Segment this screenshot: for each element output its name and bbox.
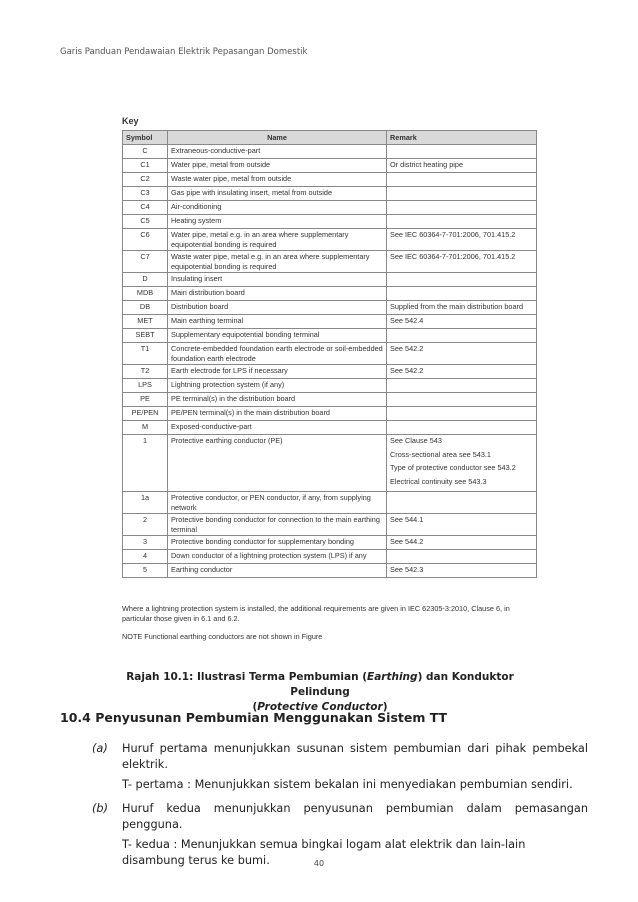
caption-prefix: Rajah 10.1: Ilustrasi Terma Pembumian ( xyxy=(126,671,368,683)
remark-line: See IEC 60364-7-701:2006, 701.415.2 xyxy=(390,230,516,239)
list-text-b: Huruf kedua menunjukkan penyusunan pembumian dalam pemasangan pengguna. xyxy=(122,802,588,831)
name-cell: Main distribution board xyxy=(168,287,387,301)
table-row xyxy=(123,329,537,343)
lightning-note: Where a lightning protection system is installed, the additional requirements are given in IEC 62305-3:2010, Clause 6, in particular those given in 6.1 and 6.2. xyxy=(122,604,510,623)
symbol-cell: C1 xyxy=(123,159,168,173)
symbol-cell: C xyxy=(123,145,168,159)
remark-cell xyxy=(387,421,537,435)
list-subtext-b: T- kedua : Menunjukkan semua bingkai logam alat elektrik dan lain-lain disambung terus ke bumi. xyxy=(122,838,526,867)
section-heading: 10.4 Penyusunan Pembumian Menggunakan Sistem TT xyxy=(60,710,448,725)
remark-cell xyxy=(387,287,537,301)
caption-term-earthing: Earthing xyxy=(367,671,418,683)
name-cell: Water pipe, metal from outside xyxy=(168,159,387,173)
table-row xyxy=(123,514,537,536)
symbol-cell: MET xyxy=(123,315,168,329)
remark-cell xyxy=(387,365,537,379)
remark-cell xyxy=(387,407,537,421)
caption-middle: ) dan Konduktor Pelindung xyxy=(290,671,514,698)
symbol-cell: T2 xyxy=(123,365,168,379)
remark-line: See 542.3 xyxy=(390,565,424,574)
remark-cell xyxy=(387,159,537,173)
table-row xyxy=(123,393,537,407)
table-row xyxy=(123,564,537,578)
table-row xyxy=(123,421,537,435)
symbol-cell: PE xyxy=(123,393,168,407)
figure-caption xyxy=(100,670,540,715)
table-row xyxy=(123,159,537,173)
symbol-cell: LPS xyxy=(123,379,168,393)
remark-cell xyxy=(387,343,537,365)
name-cell: Earthing conductor xyxy=(168,564,387,578)
name-cell: Protective bonding conductor for connection to the main earthing terminal xyxy=(168,514,387,536)
caption-open-paren: ( xyxy=(252,701,258,713)
remark-line: Type of protective conductor see 543.2 xyxy=(390,463,516,472)
table-row xyxy=(123,215,537,229)
table-row xyxy=(123,301,537,315)
table-row xyxy=(123,435,537,492)
name-cell: Concrete-embedded foundation earth electrode or soil-embedded foundation earth electrode xyxy=(168,343,387,365)
remark-cell xyxy=(387,492,537,514)
symbol-cell: C5 xyxy=(123,215,168,229)
name-cell: Waste water pipe, metal from outside xyxy=(168,173,387,187)
symbol-cell: 3 xyxy=(123,536,168,550)
name-cell: Insulating insert xyxy=(168,273,387,287)
name-cell: PE/PEN terminal(s) in the main distribution board xyxy=(168,407,387,421)
remark-line: Cross-sectional area see 543.1 xyxy=(390,449,491,459)
name-cell: Earth electrode for LPS if necessary xyxy=(168,365,387,379)
symbol-cell: SEBT xyxy=(123,329,168,343)
table-row xyxy=(123,201,537,215)
symbol-cell: C2 xyxy=(123,173,168,187)
table-row xyxy=(123,315,537,329)
key-figure xyxy=(122,116,532,578)
symbol-cell: MDB xyxy=(123,287,168,301)
symbol-cell: DB xyxy=(123,301,168,315)
caption-term-protective-conductor: Protective Conductor xyxy=(257,701,383,713)
remark-cell xyxy=(387,315,537,329)
remark-cell xyxy=(387,536,537,550)
remark-line: See Clause 543 xyxy=(390,436,442,445)
name-cell: Protective conductor, or PEN conductor, if any, from supplying network xyxy=(168,492,387,514)
caption-close-paren: ) xyxy=(382,701,388,713)
list-marker-b: (b) xyxy=(92,802,108,815)
remark-line: Supplied from the main distribution board xyxy=(390,302,524,311)
remark-line: See 544.2 xyxy=(390,537,424,546)
remark-cell xyxy=(387,379,537,393)
name-cell: Exposed-conductive-part xyxy=(168,421,387,435)
column-header-symbol: Symbol xyxy=(123,131,168,145)
list-item-a xyxy=(92,741,588,793)
name-cell: Down conductor of a lightning protection system (LPS) if any xyxy=(168,550,387,564)
key-label: Key xyxy=(122,116,139,126)
remark-line: See 542.2 xyxy=(390,344,424,353)
name-cell: Heating system xyxy=(168,215,387,229)
table-row xyxy=(123,173,537,187)
symbol-cell: 5 xyxy=(123,564,168,578)
symbol-cell: C3 xyxy=(123,187,168,201)
table-row xyxy=(123,536,537,550)
table-row xyxy=(123,287,537,301)
remark-cell xyxy=(387,215,537,229)
name-cell: Main earthing terminal xyxy=(168,315,387,329)
name-cell: Gas pipe with insulating insert, metal from outside xyxy=(168,187,387,201)
remark-line: See 542.2 xyxy=(390,366,424,375)
list-marker-a: (a) xyxy=(92,742,108,755)
functional-note: NOTE Functional earthing conductors are not shown in Figure xyxy=(122,632,323,641)
symbol-cell: 1 xyxy=(123,435,168,492)
list-subtext-a: T- pertama : Menunjukkan sistem bekalan ini menyediakan pembumian sendiri. xyxy=(122,778,573,791)
column-header-remark: Remark xyxy=(387,131,537,145)
table-row xyxy=(123,343,537,365)
remark-cell xyxy=(387,273,537,287)
remark-line: See 542.4 xyxy=(390,316,424,325)
symbol-cell: M xyxy=(123,421,168,435)
table-row xyxy=(123,145,537,159)
column-header-name: Name xyxy=(168,131,387,145)
remark-line: See 544.1 xyxy=(390,515,424,524)
name-cell: Distribution board xyxy=(168,301,387,315)
name-cell: Extraneous-conductive-part xyxy=(168,145,387,159)
symbol-cell: 2 xyxy=(123,514,168,536)
table-row xyxy=(123,379,537,393)
table-row xyxy=(123,273,537,287)
remark-cell xyxy=(387,187,537,201)
name-cell: Protective bonding conductor for supplementary bonding xyxy=(168,536,387,550)
remark-cell xyxy=(387,229,537,251)
remark-cell xyxy=(387,251,537,273)
remark-cell xyxy=(387,145,537,159)
table-row xyxy=(123,550,537,564)
symbol-cell: 4 xyxy=(123,550,168,564)
symbol-cell: C7 xyxy=(123,251,168,273)
remark-cell xyxy=(387,550,537,564)
table-row xyxy=(123,187,537,201)
table-row xyxy=(123,251,537,273)
key-table-body xyxy=(123,145,537,578)
figure-notes xyxy=(122,604,537,642)
remark-cell xyxy=(387,435,537,492)
symbol-cell: T1 xyxy=(123,343,168,365)
symbol-cell: C4 xyxy=(123,201,168,215)
remark-cell xyxy=(387,514,537,536)
key-table xyxy=(122,130,537,578)
remark-line: Electrical continuity see 543.3 xyxy=(390,476,487,486)
remark-cell xyxy=(387,301,537,315)
remark-cell xyxy=(387,393,537,407)
name-cell: Protective earthing conductor (PE) xyxy=(168,435,387,492)
name-cell: PE terminal(s) in the distribution board xyxy=(168,393,387,407)
symbol-cell: PE/PEN xyxy=(123,407,168,421)
symbol-cell: D xyxy=(123,273,168,287)
name-cell: Supplementary equipotential bonding terminal xyxy=(168,329,387,343)
name-cell: Waste water pipe, metal e.g. in an area where supplementary equipotential bonding is required xyxy=(168,251,387,273)
symbol-cell: C6 xyxy=(123,229,168,251)
remark-cell xyxy=(387,329,537,343)
running-header: Garis Panduan Pendawaian Elektrik Pepasangan Domestik xyxy=(60,47,308,57)
table-row xyxy=(123,229,537,251)
name-cell: Water pipe, metal e.g. in an area where supplementary equipotential bonding is required xyxy=(168,229,387,251)
page-number: 40 xyxy=(313,859,325,868)
list-text-a: Huruf pertama menunjukkan susunan sistem pembumian dari pihak pembekal elektrik. xyxy=(122,742,588,771)
table-row xyxy=(123,365,537,379)
remark-cell xyxy=(387,201,537,215)
table-row xyxy=(123,407,537,421)
remark-line: Or district heating pipe xyxy=(390,160,464,169)
name-cell: Air-conditioning xyxy=(168,201,387,215)
symbol-cell: 1a xyxy=(123,492,168,514)
remark-cell xyxy=(387,173,537,187)
name-cell: Lightning protection system (if any) xyxy=(168,379,387,393)
table-row xyxy=(123,492,537,514)
remark-cell xyxy=(387,564,537,578)
remark-line: See IEC 60364-7-701:2006, 701.415.2 xyxy=(390,252,516,261)
